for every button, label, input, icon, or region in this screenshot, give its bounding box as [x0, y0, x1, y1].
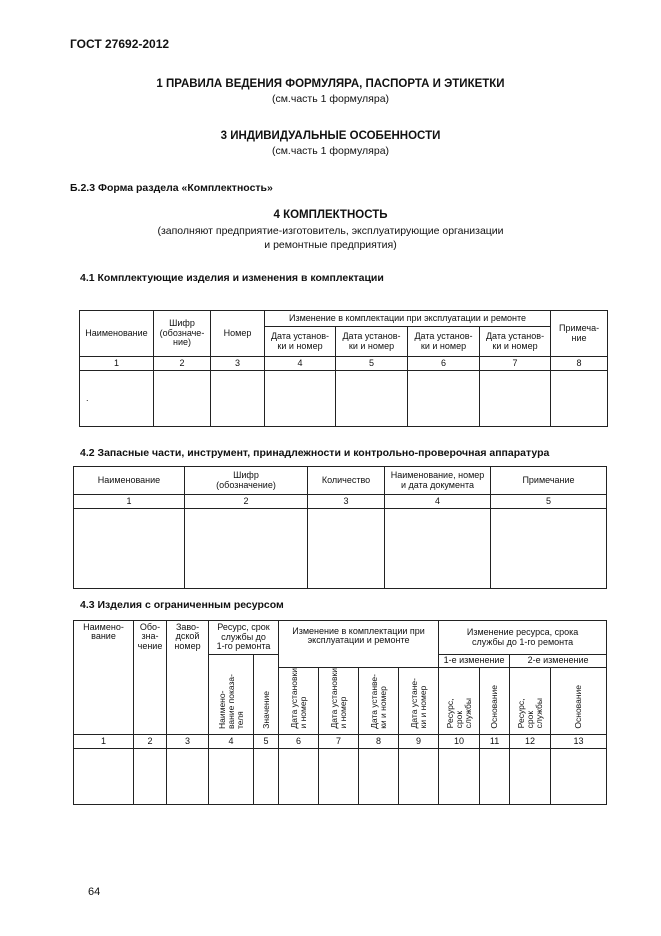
col-name-header: Наимено- вание [74, 621, 134, 735]
first-change-header: 1-е изменение [439, 655, 510, 668]
col-date-header [279, 668, 319, 735]
table-cell [359, 748, 399, 804]
table-cell [308, 509, 385, 589]
col-basis-label: Основание [573, 684, 584, 729]
col-number: 12 [510, 734, 551, 748]
table-cell [551, 371, 608, 427]
col-designation-header: Обо- зна- чение [134, 621, 167, 735]
col-date-header: Дата установ- ки и номер [408, 327, 480, 357]
col-number: 7 [480, 357, 551, 371]
col-date-label: Дата устане- ки и номер [408, 678, 428, 729]
col-code-header: Шифр (обозначение) [185, 467, 308, 495]
col-number: 3 [308, 495, 385, 509]
table-cell [510, 748, 551, 804]
col-date-header: Дата установ- ки и номер [336, 327, 408, 357]
section-1-title: 1 ПРАВИЛА ВЕДЕНИЯ ФОРМУЛЯРА, ПАСПОРТА И ЭТИКЕТКИ [156, 78, 505, 90]
col-number: 3 [211, 357, 265, 371]
col-date-header [359, 668, 399, 735]
table-cell [185, 509, 308, 589]
col-resource-header [439, 668, 480, 735]
col-number: 5 [491, 495, 607, 509]
col-number: 13 [551, 734, 607, 748]
col-factory-number-header: Заво- дской номер [167, 621, 209, 735]
col-number: 2 [154, 357, 211, 371]
table-4-1 [79, 310, 608, 427]
col-resource-header [510, 668, 551, 735]
col-number: 10 [439, 734, 480, 748]
col-number: 6 [408, 357, 480, 371]
section-3-note: (см.часть 1 формуляра) [271, 145, 390, 157]
col-name-header: Наименование [74, 467, 185, 495]
col-number: 11 [480, 734, 510, 748]
section-4-note-line2: и ремонтные предприятия) [264, 239, 397, 251]
table-4-2-title: 4.2 Запасные части, инструмент, принадлежности и контрольно-проверочная аппаратура [80, 447, 550, 459]
col-date-label: Дата установки и номер [328, 668, 348, 729]
subsection-b23: Б.2.3 Форма раздела «Комплектность» [70, 182, 273, 194]
page-number: 64 [88, 886, 101, 898]
col-number: 2 [134, 734, 167, 748]
table-cell [74, 748, 134, 804]
col-value-header [254, 655, 279, 735]
table-cell [551, 748, 607, 804]
col-date-header: Дата установ- ки и номер [265, 327, 336, 357]
table-cell [480, 748, 510, 804]
col-resource-label: Ресурс, срок службы [515, 698, 544, 729]
col-number: 5 [336, 357, 408, 371]
table-cell [480, 371, 551, 427]
table-cell: . [80, 371, 154, 427]
col-number: 1 [80, 357, 154, 371]
table-cell [211, 371, 265, 427]
col-number: 8 [359, 734, 399, 748]
table-cell [254, 748, 279, 804]
table-cell [399, 748, 439, 804]
section-4-title: 4 КОМПЛЕКТНОСТЬ [273, 209, 388, 221]
table-cell [167, 748, 209, 804]
col-resource-label: Ресурс, срок службы [444, 698, 473, 729]
col-code-header: Шифр (обозначе- ние) [154, 311, 211, 357]
table-cell [74, 509, 185, 589]
col-number: 4 [265, 357, 336, 371]
table-cell [385, 509, 491, 589]
col-number: 9 [399, 734, 439, 748]
col-date-header [399, 668, 439, 735]
table-cell [491, 509, 607, 589]
col-document-header: Наименование, номер и дата документа [385, 467, 491, 495]
col-number: 5 [254, 734, 279, 748]
document-header: ГОСТ 27692-2012 [70, 37, 170, 51]
col-basis-label: Основание [489, 684, 500, 729]
col-number: 1 [74, 734, 134, 748]
col-number: 6 [279, 734, 319, 748]
table-cell [319, 748, 359, 804]
col-name-header: Наименование [80, 311, 154, 357]
col-number: 2 [185, 495, 308, 509]
table-4-3-title: 4.3 Изделия с ограниченным ресурсом [80, 599, 284, 611]
table-cell [265, 371, 336, 427]
table-cell [154, 371, 211, 427]
col-date-label: Дата устанве- ки и номер [368, 673, 388, 729]
col-number: 4 [209, 734, 254, 748]
table-cell [134, 748, 167, 804]
table-cell [209, 748, 254, 804]
section-1-note: (см.часть 1 формуляра) [271, 93, 390, 105]
col-note-header: Примеча- ние [551, 311, 608, 357]
col-resource-change-header: Изменение ресурса, срока службы до 1-го ремонта [439, 621, 607, 655]
col-indicator-label: Наимено- вание показа- теля [216, 673, 245, 729]
col-number: 7 [319, 734, 359, 748]
col-basis-header [551, 668, 607, 735]
col-number: 8 [551, 357, 608, 371]
col-number: 4 [385, 495, 491, 509]
col-number-header: Номер [211, 311, 265, 357]
col-resource-header: Ресурс, срок службы до 1-го ремонта [209, 621, 279, 655]
table-cell [336, 371, 408, 427]
col-indicator-header [209, 655, 254, 735]
second-change-header: 2-е изменение [510, 655, 607, 668]
col-basis-header [480, 668, 510, 735]
table-4-1-title: 4.1 Комплектующие изделия и изменения в комплектации [80, 272, 384, 284]
col-note-header: Примечание [491, 467, 607, 495]
col-date-header [319, 668, 359, 735]
col-date-label: Дата установки и номер [288, 668, 308, 729]
col-change-header: Изменение в комплектации при эксплуатации и ремонте [279, 621, 439, 668]
table-4-3 [73, 620, 607, 805]
table-cell [439, 748, 480, 804]
table-4-2 [73, 466, 607, 589]
col-quantity-header: Количество [308, 467, 385, 495]
table-cell [279, 748, 319, 804]
col-number: 1 [74, 495, 185, 509]
section-4-note-line1: (заполняют предприятие-изготовитель, эксплуатирующие организации [157, 225, 504, 237]
col-change-header: Изменение в комплектации при эксплуатации и ремонте [265, 311, 551, 327]
col-value-label: Значение [260, 690, 271, 729]
col-date-header: Дата установ- ки и номер [480, 327, 551, 357]
table-cell [408, 371, 480, 427]
col-number: 3 [167, 734, 209, 748]
section-3-title: 3 ИНДИВИДУАЛЬНЫЕ ОСОБЕННОСТИ [220, 130, 441, 142]
